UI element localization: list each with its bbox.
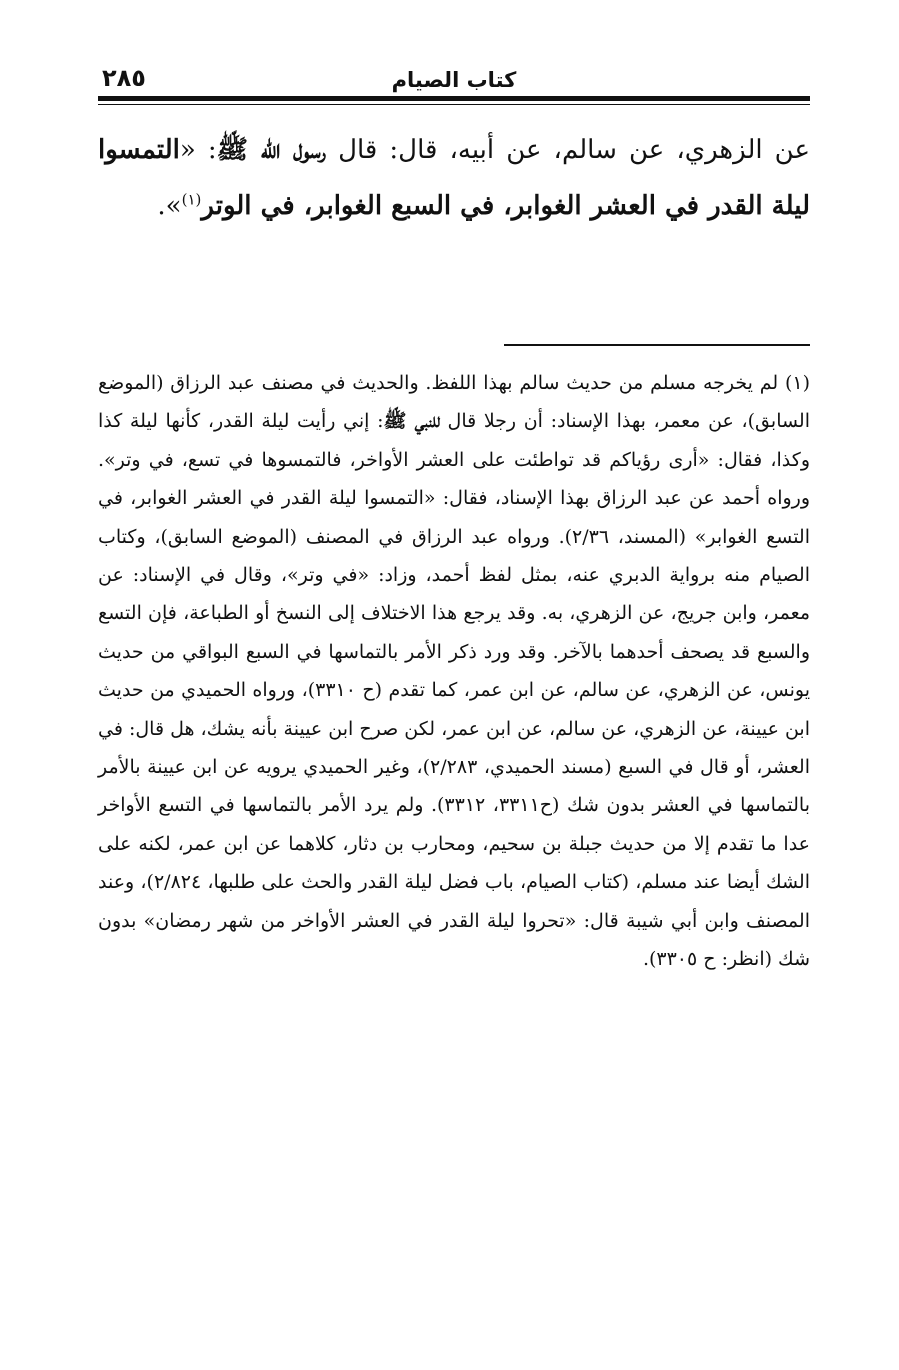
prophet-mention: رسول الله ﷺ bbox=[216, 135, 327, 165]
header-divider-thin bbox=[98, 104, 810, 105]
footnote-part-1: (١) لم يخرجه مسلم من حديث سالم بهذا اللفظ. والحديث في مصنف عبد الرزاق (الموضع السابق)، عن معمر، بهذا الإسناد: أن رجلا قال bbox=[98, 372, 810, 433]
footnote-separator bbox=[504, 344, 810, 346]
hadith-quote: التمسوا ليلة القدر في العشر الغوابر، في السبع الغوابر، في الوتر bbox=[98, 135, 810, 221]
page-number: ٢٨٥ bbox=[102, 64, 146, 92]
header-divider-thick bbox=[98, 96, 810, 101]
quote-open: : « bbox=[179, 135, 217, 165]
running-title: كتاب الصيام bbox=[391, 68, 517, 92]
footnote-prophet-mention: للنبي ﷺ bbox=[383, 410, 440, 433]
hadith-chain: عن الزهري، عن سالم، عن أبيه، قال: قال bbox=[326, 135, 810, 165]
hadith-text bbox=[98, 122, 810, 234]
quote-close: ». bbox=[157, 191, 182, 221]
footnote-text bbox=[98, 364, 810, 979]
footnote-marker: (١) bbox=[181, 190, 202, 209]
footnote-part-2: : إني رأيت ليلة القدر، كأنها ليلة كذا وكذا، فقال: «أرى رؤياكم قد تواطئت على العشر الأواخر، فالتمسوها في تسع، في وتر». ورواه أحمد عن عبد الرزاق بهذا الإسناد، فقال: «التمسوا ليلة القدر في العشر الغوابر، في التسع الغوابر» (المسند، ٢/٣٦). ورواه عبد الرزاق في المصنف (الموضع السابق)، وكتاب الصيام منه برواية الدبري عنه، بمثل لفظ أحمد، وزاد: «في وتر»، وقال في الإسناد: عن معمر، وابن جريج، عن الزهري، به. وقد يرجع هذا الاختلاف إلى النسخ أو الطباعة، فإن التسع والسبع قد يصحف أحدهما بالآخر. وقد ورد ذكر الأمر بالتماسها في السبع البواقي من حديث يونس، عن الزهري، عن سالم، عن ابن عمر، كما تقدم (ح ٣٣١٠)، ورواه الحميدي من حديث ابن عيينة، عن الزهري، عن سالم، عن ابن عمر، لكن صرح ابن عيينة بأنه يشك، هل قال: في العشر، أو قال في السبع (مسند الحميدي، ٢/٢٨٣)، وغير الحميدي يرويه عن ابن عيينة بالأمر بالتماسها في العشر بدون شك (ح٣٣١١، ٣٣١٢). ولم يرد الأمر بالتماسها في التسع الأواخر عدا ما تقدم إلا من حديث جبلة بن سحيم، ومحارب بن دثار، كلاهما عن ابن عمر، لكنه على الشك أيضا عند مسلم، (كتاب الصيام، باب فضل ليلة القدر والحث على طلبها، ٢/٨٢٤)، وعند المصنف وابن أبي شيبة قال: «تحروا ليلة القدر في العشر الأواخر من شهر رمضان» بدون شك (انظر: ح ٣٣٠٥). bbox=[98, 410, 811, 971]
